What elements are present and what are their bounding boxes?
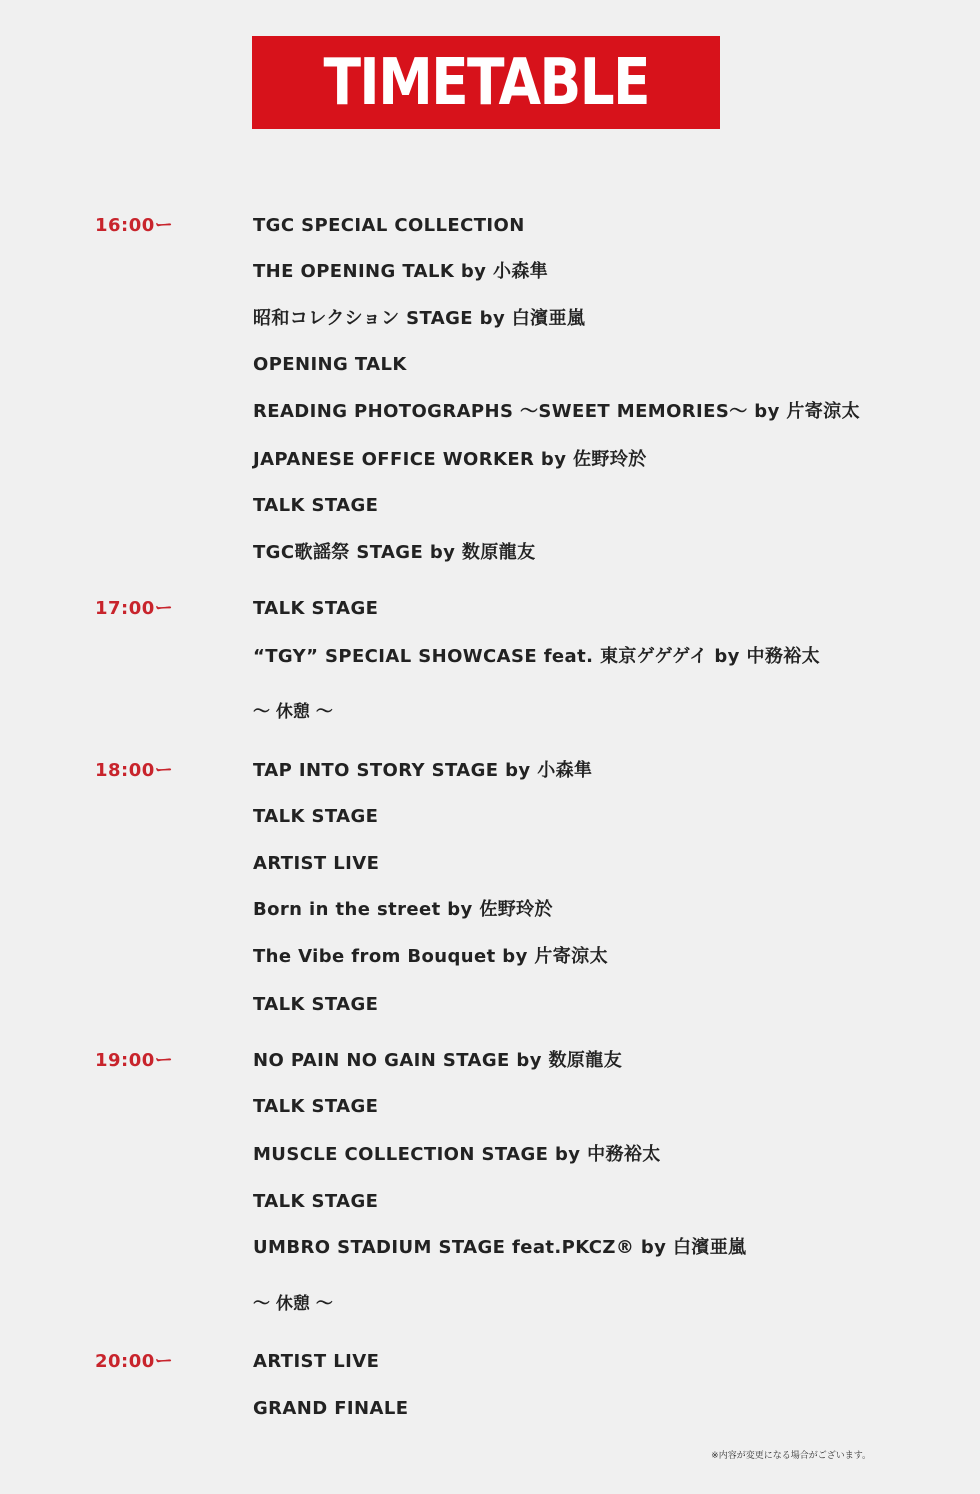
schedule-item: The Vibe from Bouquet by 片寄涼太 — [253, 946, 608, 967]
schedule-item: TAP INTO STORY STAGE by 小森隼 — [253, 760, 593, 781]
title-banner — [252, 36, 720, 129]
time-label-1900: 19:00ー — [95, 1050, 174, 1071]
schedule-item: ARTIST LIVE — [253, 853, 380, 874]
schedule-item: READING PHOTOGRAPHS 〜SWEET MEMORIES〜 by 片寄涼太 — [253, 401, 860, 422]
schedule-item: TALK STAGE — [253, 598, 379, 619]
footnote: ※内容が変更になる場合がございます。 — [711, 1451, 871, 1461]
schedule-item: TGC SPECIAL COLLECTION — [253, 215, 525, 236]
schedule-item: Born in the street by 佐野玲於 — [253, 899, 553, 920]
schedule-item: JAPANESE OFFICE WORKER by 佐野玲於 — [253, 449, 647, 470]
time-label-1600: 16:00ー — [95, 215, 174, 236]
schedule-item: TALK STAGE — [253, 495, 379, 516]
time-label-1700: 17:00ー — [95, 598, 174, 619]
schedule-item: TGC歌謡祭 STAGE by 数原龍友 — [253, 542, 536, 563]
break-label: 〜 休憩 〜 — [253, 702, 333, 722]
schedule-item: OPENING TALK — [253, 354, 407, 375]
schedule-item: THE OPENING TALK by 小森隼 — [253, 261, 549, 282]
schedule-item: TALK STAGE — [253, 1096, 379, 1117]
schedule-item: TALK STAGE — [253, 994, 379, 1015]
schedule-item: MUSCLE COLLECTION STAGE by 中務裕太 — [253, 1144, 661, 1165]
schedule-item: UMBRO STADIUM STAGE feat.PKCZ® by 白濱亜嵐 — [253, 1237, 747, 1258]
break-label: 〜 休憩 〜 — [253, 1294, 333, 1314]
schedule-item: 昭和コレクション STAGE by 白濱亜嵐 — [253, 308, 586, 329]
schedule-item: NO PAIN NO GAIN STAGE by 数原龍友 — [253, 1050, 623, 1071]
page-title: TIMETABLE — [323, 45, 649, 120]
time-label-2000: 20:00ー — [95, 1351, 174, 1372]
time-label-1800: 18:00ー — [95, 760, 174, 781]
schedule-item: GRAND FINALE — [253, 1398, 409, 1419]
schedule-item: TALK STAGE — [253, 806, 379, 827]
schedule-item: TALK STAGE — [253, 1191, 379, 1212]
schedule-item: “TGY” SPECIAL SHOWCASE feat. 東京ゲゲゲイ by 中務裕太 — [253, 646, 821, 667]
schedule-item: ARTIST LIVE — [253, 1351, 380, 1372]
